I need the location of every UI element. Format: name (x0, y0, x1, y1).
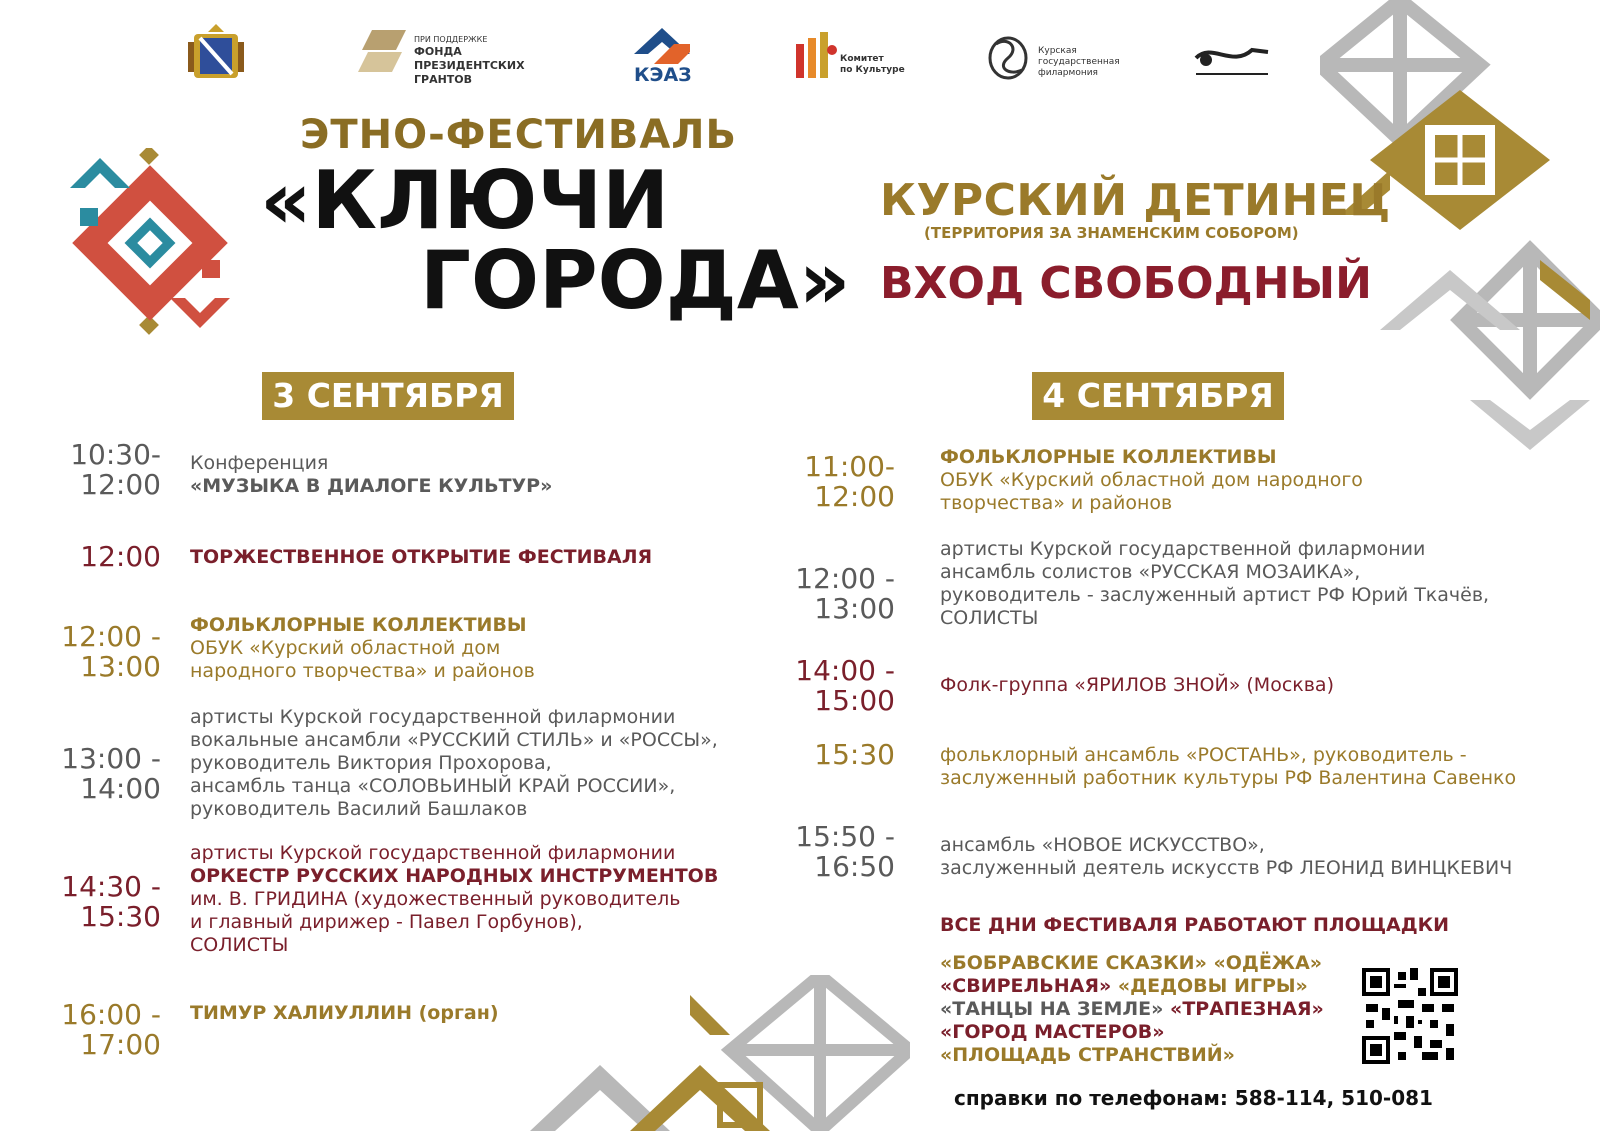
event-line: ТОРЖЕСТВЕННОЕ ОТКРЫТИЕ ФЕСТИВАЛЯ (190, 546, 653, 568)
day1-event5-desc (190, 842, 718, 957)
day2-event5-time (790, 822, 895, 882)
time-end: 13:00 (814, 592, 895, 625)
day1-event4-time (56, 744, 161, 804)
event-line: ансамбль «НОВОЕ ИСКУССТВО», (940, 834, 1265, 856)
grants-label-4: ГРАНТОВ (414, 73, 473, 86)
time-end: 13:00 (80, 650, 161, 683)
venue-item: «БОБРАВСКИЕ СКАЗКИ» (940, 952, 1207, 974)
time-start: 16:00 - (61, 998, 161, 1031)
event-line: ОБУК «Курский областной дом народного (940, 469, 1363, 491)
entry-free-label: ВХОД СВОБОДНЫЙ (880, 258, 1372, 309)
venue-note: (ТЕРРИТОРИЯ ЗА ЗНАМЕНСКИМ СОБОРОМ) (924, 224, 1299, 242)
event-line: ОБУК «Курский областной дом (190, 637, 501, 659)
event-line: артисты Курской государственной филармонии (190, 706, 676, 728)
time-start: 14:30 - (61, 870, 161, 903)
time-end: 12:00 (80, 468, 161, 501)
day2-event3-desc (940, 674, 1334, 697)
day1-event1-desc (190, 452, 552, 498)
event-line: СОЛИСТЫ (940, 607, 1039, 629)
venue-item: «ОДЁЖА» (1213, 952, 1323, 974)
day2-event2-desc (940, 538, 1489, 630)
venues-line-4 (940, 1021, 1324, 1044)
venue-title: КУРСКИЙ ДЕТИНЕЦ (880, 175, 1391, 226)
venues-heading: ВСЕ ДНИ ФЕСТИВАЛЯ РАБОТАЮТ ПЛОЩАДКИ (940, 914, 1450, 936)
contact-phones: справки по телефонам: 588-114, 510-081 (954, 1086, 1433, 1110)
qr-code-icon[interactable] (1362, 968, 1458, 1064)
time-end: 15:30 (80, 900, 161, 933)
event-line: СОЛИСТЫ (190, 934, 289, 956)
ornament-bottom-icon (530, 975, 910, 1131)
venue-item: «ДЕДОВЫ ИГРЫ» (1117, 975, 1308, 997)
day1-event6-time (56, 1000, 161, 1060)
committee-label-2: по Культуре (840, 65, 905, 75)
event-line: «МУЗЫКА В ДИАЛОГЕ КУЛЬТУР» (190, 475, 553, 497)
committee-logo-icon (790, 30, 838, 82)
festival-subtitle: ЭТНО-ФЕСТИВАЛЬ (300, 112, 737, 158)
day2-event4-time (790, 740, 895, 770)
ornament-left-icon (70, 148, 230, 338)
day2-event4-desc (940, 744, 1516, 790)
venues-line-2 (940, 975, 1324, 998)
venue-item: «ПЛОЩАДЬ СТРАНСТВИЙ» (940, 1044, 1235, 1066)
venue-item: «СВИРЕЛЬНАЯ» (940, 975, 1112, 997)
day2-date-badge: 4 СЕНТЯБРЯ (1032, 372, 1284, 420)
event-line: заслуженный работник культуры РФ Валентина Савенко (940, 767, 1517, 789)
venue-item: «ТРАПЕЗНАЯ» (1170, 998, 1324, 1020)
time-start: 12:00 (80, 540, 161, 573)
day1-event3-desc (190, 614, 535, 683)
keaz-logo-icon (634, 24, 690, 64)
event-line: ФОЛЬКЛОРНЫЕ КОЛЛЕКТИВЫ (940, 446, 1277, 468)
venues-line-1 (940, 952, 1324, 975)
event-line: ОРКЕСТР РУССКИХ НАРОДНЫХ ИНСТРУМЕНТОВ (190, 865, 719, 887)
time-start: 13:00 - (61, 742, 161, 775)
day1-event2-time (56, 542, 161, 572)
day1-event3-time (56, 622, 161, 682)
time-end: 16:50 (814, 850, 895, 883)
venue-item: «ГОРОД МАСТЕРОВ» (940, 1021, 1165, 1043)
event-line: Конференция (190, 452, 329, 474)
day1-event2-desc (190, 546, 652, 569)
event-line: творчества» и районов (940, 492, 1173, 514)
event-line: артисты Курской государственной филармонии (190, 842, 676, 864)
event-line: и главный дирижер - Павел Горбунов), (190, 911, 583, 933)
time-start: 15:30 (814, 738, 895, 771)
venues-line-5 (940, 1044, 1324, 1067)
event-line: вокальные ансамбли «РУССКИЙ СТИЛЬ» и «РОССЫ», (190, 729, 718, 751)
event-line: заслуженный деятель искусств РФ ЛЕОНИД ВИНЦКЕВИЧ (940, 857, 1513, 879)
day2-event1-desc (940, 446, 1363, 515)
day1-event5-time (56, 872, 161, 932)
day1-event4-desc (190, 706, 718, 821)
event-line: руководитель Василий Башлаков (190, 798, 528, 820)
time-end: 14:00 (80, 772, 161, 805)
philharmonic-label-1: Курская (1038, 46, 1077, 56)
grants-label-1: ПРИ ПОДДЕРЖКЕ (414, 35, 488, 44)
jazz-logo-icon (1192, 38, 1272, 78)
event-line: руководитель - заслуженный артист РФ Юрий Ткачёв, (940, 584, 1490, 606)
grants-label-3: ПРЕЗИДЕНТСКИХ (414, 59, 525, 72)
coat-of-arms-icon (184, 22, 248, 86)
event-line: народного творчества» и районов (190, 660, 535, 682)
day2-event5-desc (940, 834, 1512, 880)
day2-event3-time (790, 656, 895, 716)
event-line: ТИМУР ХАЛИУЛЛИН (орган) (190, 1002, 499, 1024)
day2-event1-time (790, 452, 895, 512)
philharmonic-logo-icon (986, 32, 1030, 80)
time-start: 11:00- (804, 450, 895, 483)
festival-title-line-2: ГОРОДА» (420, 234, 851, 327)
event-line: ансамбль солистов «РУССКАЯ МОЗАИКА», (940, 561, 1361, 583)
event-line: ФОЛЬКЛОРНЫЕ КОЛЛЕКТИВЫ (190, 614, 527, 636)
festival-title-line-1: «КЛЮЧИ (260, 154, 670, 247)
time-end: 15:00 (814, 684, 895, 717)
day1-date-badge: 3 СЕНТЯБРЯ (262, 372, 514, 420)
day2-event2-time (790, 564, 895, 624)
time-start: 15:50 - (795, 820, 895, 853)
time-start: 12:00 - (795, 562, 895, 595)
event-line: Фолк-группа «ЯРИЛОВ ЗНОЙ» (Москва) (940, 674, 1334, 696)
time-start: 12:00 - (61, 620, 161, 653)
venue-item: «ТАНЦЫ НА ЗЕМЛЕ» (940, 998, 1164, 1020)
event-line: фольклорный ансамбль «РОСТАНЬ», руководитель - (940, 744, 1467, 766)
event-line: ансамбль танца «СОЛОВЬИНЫЙ КРАЙ РОССИИ», (190, 775, 676, 797)
time-end: 12:00 (814, 480, 895, 513)
sponsor-row (0, 0, 1600, 100)
venues-list (940, 952, 1324, 1067)
philharmonic-label-2: государственная (1038, 57, 1120, 67)
grants-logo-icon (358, 30, 406, 72)
time-start: 14:00 - (795, 654, 895, 687)
event-line: артисты Курской государственной филармонии (940, 538, 1426, 560)
grants-label-2: ФОНДА (414, 45, 462, 58)
day1-event1-time (56, 440, 161, 500)
venues-line-3 (940, 998, 1324, 1021)
committee-label-1: Комитет (840, 54, 884, 64)
event-line: им. В. ГРИДИНА (художественный руководитель (190, 888, 681, 910)
time-end: 17:00 (80, 1028, 161, 1061)
day1-event6-desc (190, 1002, 499, 1025)
philharmonic-label-3: филармония (1038, 68, 1098, 78)
keaz-label: КЭАЗ (634, 64, 692, 86)
time-start: 10:30- (70, 438, 161, 471)
event-line: руководитель Виктория Прохорова, (190, 752, 552, 774)
